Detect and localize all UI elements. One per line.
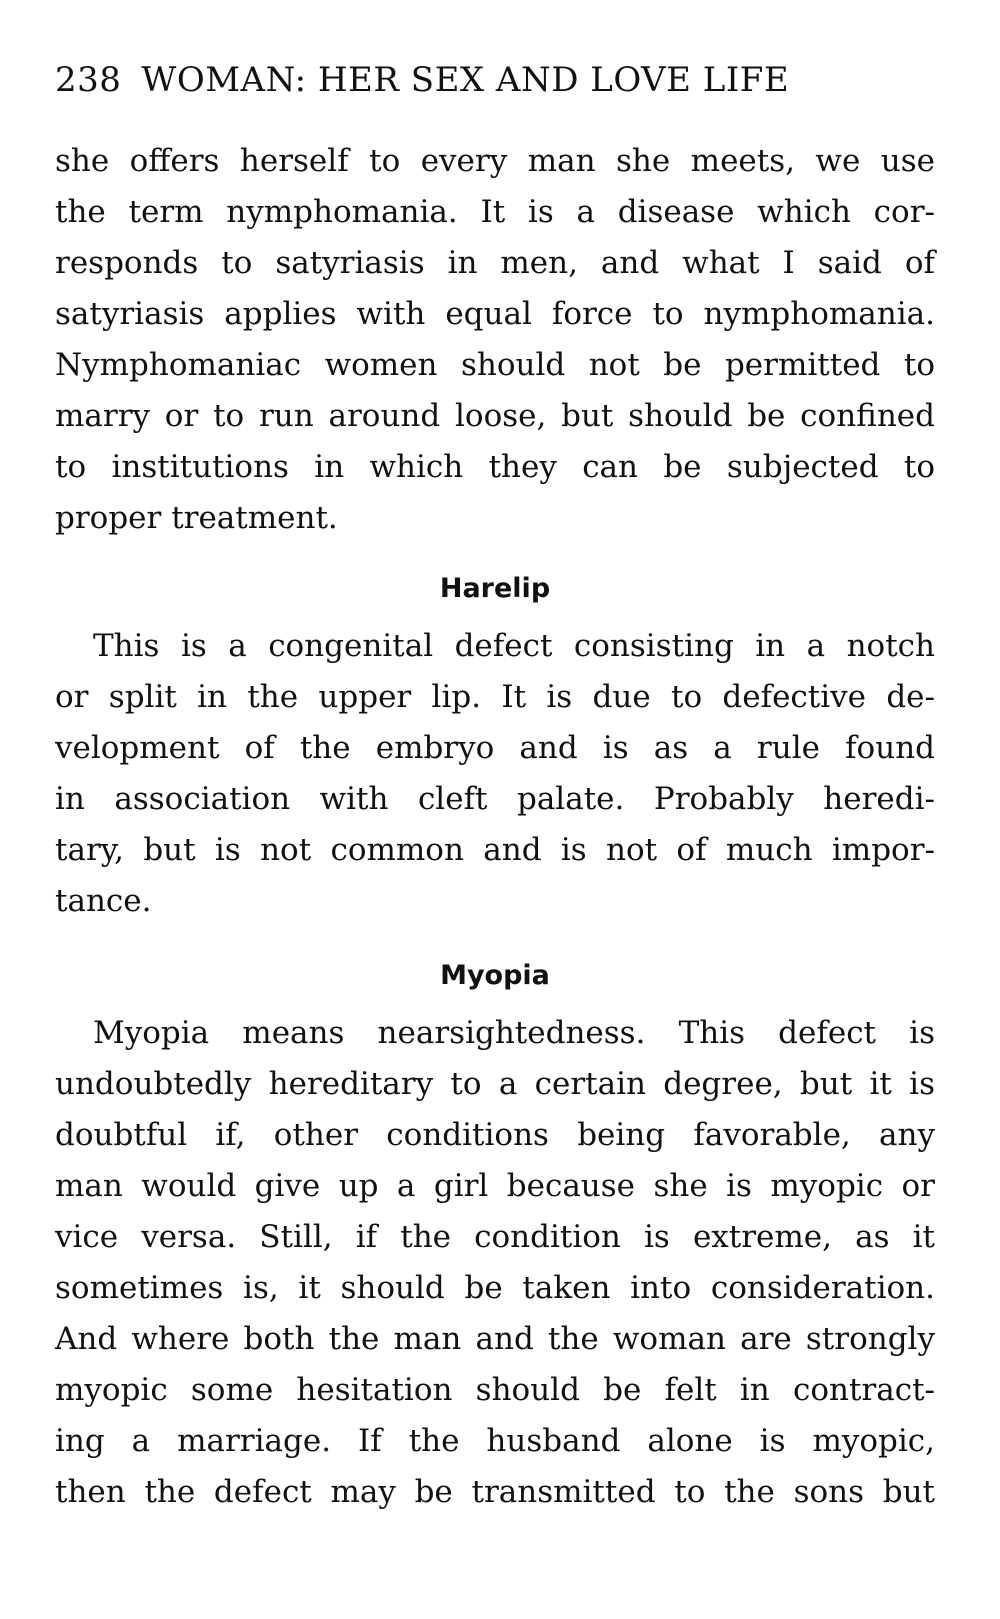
- text-line: she offers herself to every man she meets, we use: [55, 143, 935, 179]
- text-line: proper treatment.: [55, 500, 338, 536]
- text-line: sometimes is, it should be taken into consideration.: [55, 1270, 935, 1306]
- text-line: Myopia means nearsightedness. This defect is: [93, 1015, 935, 1051]
- text-line: responds to satyriasis in men, and what I said of: [55, 245, 935, 281]
- page-number: 238: [55, 60, 122, 100]
- text-line: in association with cleft palate. Probably heredi-: [55, 781, 935, 817]
- text-line: then the defect may be transmitted to the sons but: [55, 1474, 935, 1510]
- text-line: myopic some hesitation should be felt in contract-: [55, 1372, 935, 1408]
- text-line: This is a congenital defect consisting in a notch: [93, 628, 935, 664]
- text-line: Nymphomaniac women should not be permitted to: [55, 347, 935, 383]
- myopia-paragraph: [55, 1008, 935, 1518]
- book-page: [55, 58, 935, 1518]
- text-line: velopment of the embryo and is as a rule found: [55, 730, 935, 766]
- text-line: marry or to run around loose, but should be confined: [55, 398, 935, 434]
- text-line: to institutions in which they can be subjected to: [55, 449, 935, 485]
- harelip-paragraph: [55, 621, 935, 927]
- continuation-paragraph: [55, 136, 935, 544]
- text-line: the term nymphomania. It is a disease which cor-: [55, 194, 935, 230]
- text-line: ing a marriage. If the husband alone is myopic,: [55, 1423, 935, 1459]
- text-line: And where both the man and the woman are strongly: [55, 1321, 935, 1357]
- running-title: WOMAN: HER SEX AND LOVE LIFE: [141, 60, 790, 100]
- section-heading-harelip: Harelip: [439, 573, 551, 604]
- text-line: or split in the upper lip. It is due to defective de-: [55, 679, 935, 715]
- text-line: satyriasis applies with equal force to nymphomania.: [55, 296, 935, 332]
- running-head: [55, 58, 935, 102]
- text-line: vice versa. Still, if the condition is extreme, as it: [55, 1219, 935, 1255]
- text-line: doubtful if, other conditions being favorable, any: [55, 1117, 935, 1153]
- text-line: tary, but is not common and is not of much impor-: [55, 832, 935, 868]
- section-heading-myopia: Myopia: [440, 960, 550, 991]
- text-line: tance.: [55, 883, 152, 919]
- text-line: man would give up a girl because she is myopic or: [55, 1168, 935, 1204]
- text-line: undoubtedly hereditary to a certain degree, but it is: [55, 1066, 935, 1102]
